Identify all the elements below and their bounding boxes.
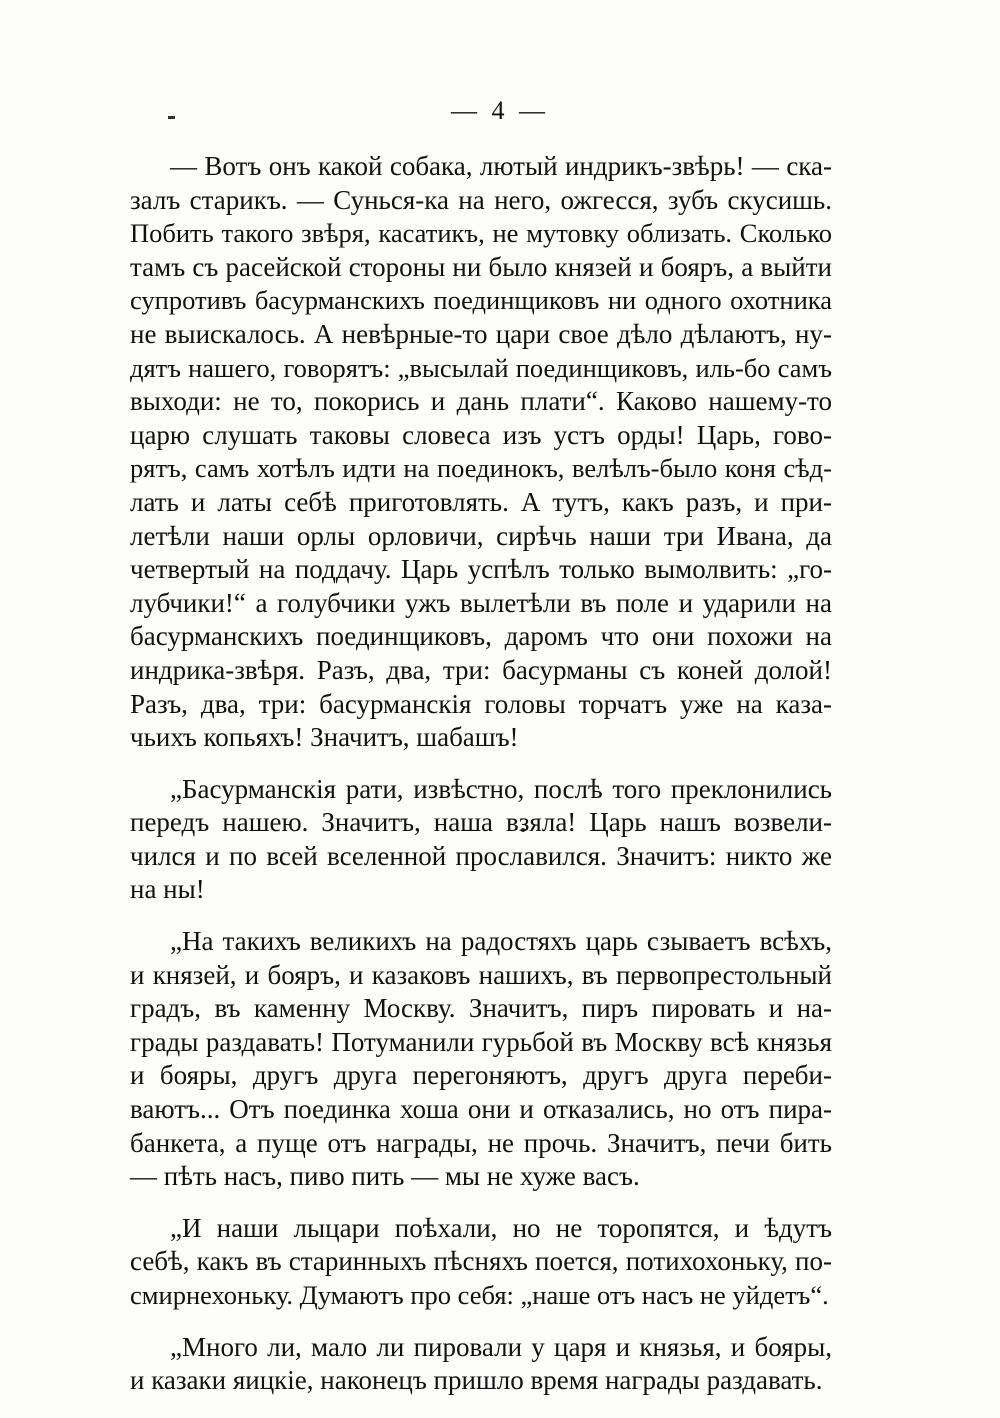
text-line: залъ старикъ. — Сунься-ка на него, ожгесся, зубъ скусишь. [130, 184, 832, 215]
text-line: выходи: не то, покорись и дань плати“. Каково нашему-то [130, 386, 832, 417]
text-line: „На такихъ великихъ на радостяхъ царь сзываетъ всѣхъ, [170, 926, 832, 957]
text-line: Побить такого звѣря, касатикъ, не мутовку облизать. Сколько [130, 218, 832, 249]
text-line: передъ нашею. Значитъ, наша взяла! Царь нашъ возвели- [130, 807, 832, 838]
print-speck [168, 116, 175, 119]
text-line: чьихъ копьяхъ! Значитъ, шабашъ! [130, 722, 519, 753]
text-line: царю слушать таковы словеса изъ устъ орды! Царь, гово- [130, 419, 832, 450]
text-line: и бояры, другъ друга перегоняютъ, другъ друга переби- [130, 1060, 832, 1091]
text-line: смирнехоньку. Думаютъ про себя: „наше отъ насъ не уйдетъ“. [130, 1280, 829, 1310]
text-line: летѣли наши орлы орловичи, сирѣчь наши три Ивана, да [130, 520, 832, 551]
text-line: супротивъ басурманскихъ поединщиковъ ни одного охотника [130, 285, 832, 316]
text-line: ваютъ... Отъ поединка хоша они и отказались, но отъ пира- [130, 1094, 832, 1125]
text-line: лать и латы себѣ приготовлять. А тутъ, какъ разъ, и при- [130, 486, 832, 517]
text-line: четвертый на поддачу. Царь успѣлъ только вымолвить: „го- [130, 554, 832, 585]
text-line: грады раздавать! Потуманили гурьбой въ Москву всѣ князья [130, 1026, 832, 1057]
text-line: лубчики!“ а голубчики ужъ вылетѣли въ поле и ударили на [130, 587, 832, 618]
text-line: банкета, а пуще отъ награды, не прочь. Значитъ, печи бить [130, 1127, 832, 1158]
paragraph [130, 773, 832, 907]
text-line: не выискалось. А невѣрные-то цари свое дѣло дѣлаютъ, ну- [130, 318, 832, 349]
text-line: себѣ, какъ въ старинныхъ пѣсняхъ поется, потихохоньку, по- [130, 1246, 832, 1277]
text-line: дятъ нашего, говорятъ: „высылай поединщиковъ, иль-бо самъ [130, 352, 832, 383]
body-text [130, 150, 832, 1416]
paragraph [130, 1212, 832, 1313]
text-line: тамъ съ расейской стороны ни было князей и бояръ, а выйти [130, 251, 832, 282]
text-line: басурманскихъ поединщиковъ, даромъ что они похожи на [130, 621, 832, 652]
text-line: индрика-звѣря. Разъ, два, три: басурманы съ коней долой! [130, 654, 832, 685]
text-line: рятъ, самъ хотѣлъ идти на поединокъ, велѣлъ-было коня сѣд- [130, 453, 832, 484]
text-line: „Басурманскія рати, извѣстно, послѣ того преклонились [170, 773, 832, 804]
text-line: Разъ, два, три: басурманскія головы торчатъ уже на каза- [130, 688, 832, 719]
text-line: „И наши лыцари поѣхали, но не торопятся, и ѣдутъ [170, 1212, 832, 1243]
text-line: и князей, и бояръ, и казаковъ нашихъ, въ первопрестольный [130, 959, 832, 990]
text-line: чился и по всей вселенной прославился. Значитъ: никто же [130, 840, 832, 871]
paragraph [130, 925, 832, 1194]
page-number: — 4 — [451, 96, 549, 125]
text-line: и казаки яицкіе, наконецъ пришло время награды раздавать. [130, 1365, 823, 1396]
paragraph [130, 1331, 832, 1398]
text-line: — Вотъ онъ какой собака, лютый индрикъ-звѣрь! — ска- [170, 151, 832, 181]
text-line: градъ, въ каменну Москву. Значитъ, пиръ пировать и на- [130, 993, 832, 1024]
text-line: — пѣть насъ, пиво пить — мы не хуже васъ. [130, 1161, 640, 1192]
text-line: „Много ли, мало ли пировали у царя и князья, и бояры, [170, 1331, 832, 1362]
text-line: на ны! [130, 874, 205, 905]
paragraph [130, 150, 832, 755]
